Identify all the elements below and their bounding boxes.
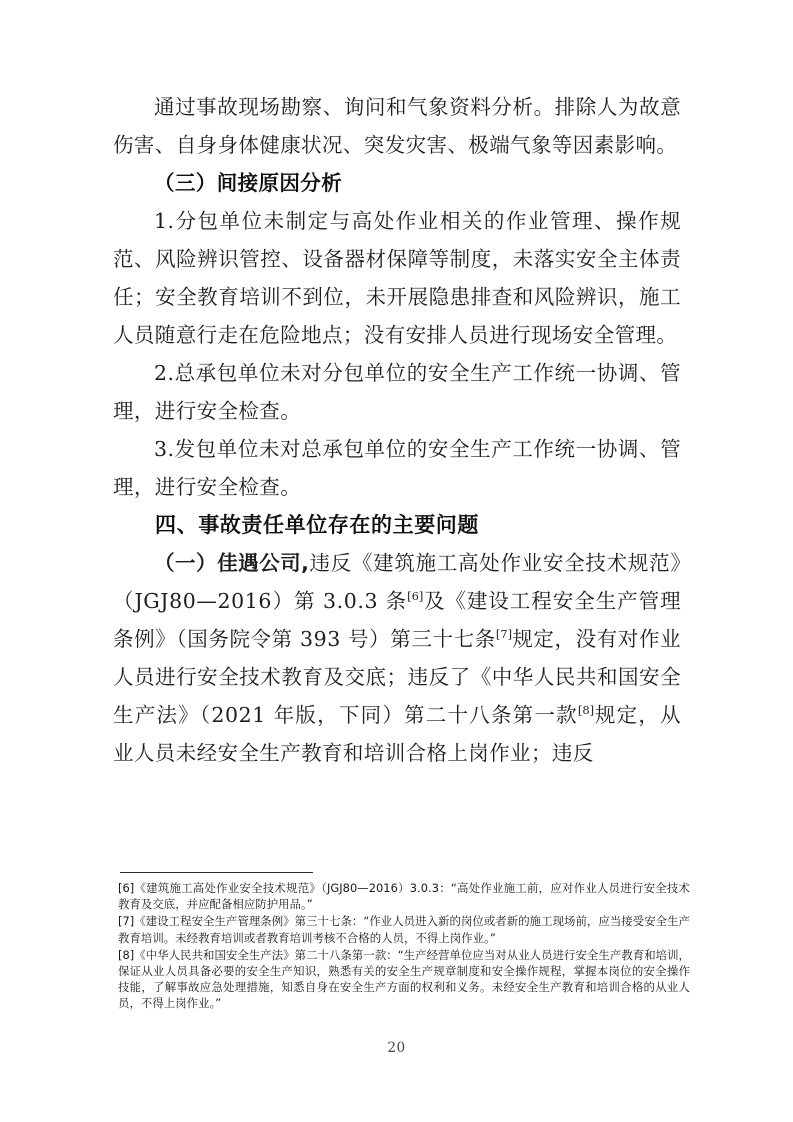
paragraph-analysis-intro: 通过事故现场勘察、询问和气象资料分析。排除人为故意伤害、自身身体健康状况、突发灾害、极端气象等因素影响。 bbox=[113, 95, 681, 157]
text-run: ）第 bbox=[272, 589, 324, 613]
text-run: 规定，从业人员未经安全生产教育和培训合格上岗作业；违反 bbox=[113, 703, 681, 765]
latin-run: 2021 bbox=[211, 703, 266, 727]
text-run: 条 bbox=[378, 589, 408, 613]
footnote-list bbox=[118, 880, 690, 1013]
text-run: 年版，下同）第二十八条第一款 bbox=[265, 703, 578, 727]
footnote-6: [6]《建筑施工高处作业安全技术规范》（JGJ80—2016）3.0.3：“高处作业施工前，应对作业人员进行安全技术教育及交底，并应配备相应防护用品。” bbox=[118, 881, 690, 912]
text-run: 号）第三十七条 bbox=[340, 627, 496, 651]
footnote-7: [7]《建设工程安全生产管理条例》第三十七条：“作业人员进入新的岗位或者新的施工现场前，应当接受安全生产教育培训。未经教育培训或者教育培训考核不合格的人员，不得上岗作业。” bbox=[118, 914, 690, 945]
latin-run: JGJ80—2016 bbox=[134, 589, 273, 613]
page-number: 20 bbox=[387, 1040, 406, 1056]
text-run: 违反《建筑施工高处作业安全技术规 bbox=[309, 551, 650, 575]
footnote-reference[interactable]: [6] bbox=[407, 589, 424, 604]
latin-run: 393 bbox=[299, 627, 341, 651]
paragraph-indirect-cause-1: 1.分包单位未制定与高处作业相关的作业管理、操作规范、风险辨识管控、设备器材保障等制度，未落实安全主体责任；安全教育培训不到位，未开展隐患排查和风险辨识，施工人员随意行走在危险地点；没有安排人员进行现场安全管理。 bbox=[113, 209, 681, 347]
text-run: 范》（ bbox=[113, 551, 681, 613]
text-run: 规定，没有对作业人员进行安全技术教育及交底；违反了《中华人民共和国安全生产法》（ bbox=[113, 627, 682, 727]
footnote-8: [8]《中华人民共和国安全生产法》第二十八条第一款：“生产经营单位应当对从业人员进行安全生产教育和培训，保证从业人员具备必要的安全生产知识，熟悉有关的安全生产规章制度和安全操作规程，掌握本岗位的安全操作技能，了解事故应急处理措施，知悉自身在安全生产方面的权利和义务。未经安全生产教育和培训合格的从业人员，不得上岗作业。” bbox=[118, 947, 690, 1011]
heading-section-four: 四、事故责任单位存在的主要问题 bbox=[155, 513, 479, 537]
paragraph-liability-jiayu-company bbox=[113, 544, 681, 772]
liability-company-lead: （一）佳遇公司, bbox=[154, 551, 310, 575]
heading-indirect-cause-analysis: （三）间接原因分析 bbox=[154, 171, 343, 195]
paragraph-indirect-cause-3: 3.发包单位未对总承包单位的安全生产工作统一协调、管理，进行安全检查。 bbox=[113, 437, 681, 499]
paragraph-indirect-cause-2: 2.总承包单位未对分包单位的安全生产工作统一协调、管理，进行安全检查。 bbox=[113, 361, 681, 423]
footnote-separator-rule bbox=[120, 872, 313, 873]
liability-paragraph-body bbox=[113, 551, 681, 765]
footnote-reference[interactable]: [7] bbox=[495, 627, 513, 642]
document-body bbox=[113, 88, 681, 772]
footnote-reference[interactable]: [8] bbox=[577, 703, 595, 718]
latin-run: 3.0.3 bbox=[323, 589, 379, 613]
text-run: 及《建设工程安全生产管理条例》（国务院令第 bbox=[113, 589, 681, 651]
